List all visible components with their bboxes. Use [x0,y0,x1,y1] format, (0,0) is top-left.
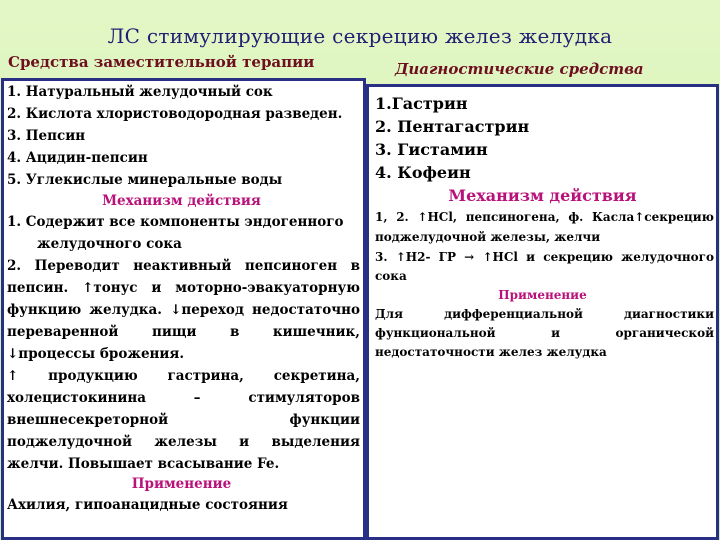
left-item-5: 5. Углекислые минеральные воды [7,172,283,188]
left-item-2: 2. Кислота хлористоводородная разведен. [7,106,343,122]
left-item-1: 1. Натуральный желудочный сок [7,84,273,100]
right-item-1: 1.Гастрин [375,94,468,113]
page-title: ЛС стимулирующие секрецию желез желудка [107,24,613,48]
left-mechanism-line: желудочного сока [37,236,182,252]
right-item-3: 3. Гистамин [375,140,488,159]
left-panel [1,78,366,540]
left-item-4: 4. Ацидин-пепсин [7,150,148,166]
left-mechanism-line: функцию желудка. ↓переход недостаточно [7,302,360,318]
left-mechanism-line: ↑ продукцию гастрина, секретина, [7,368,360,384]
left-mechanism-line: внешнесекреторной функции [7,412,360,428]
right-column-header: Диагностические средства [395,60,644,78]
left-mechanism-line: переваренной пищи в кишечник, [7,324,360,340]
right-mechanism-line: поджелудочной железы, желчи [375,230,601,244]
left-mechanism-line: желчи. Повышает всасывание Fe. [7,456,280,472]
right-item-2: 2. Пентагастрин [375,117,530,136]
right-application-title: Применение [498,288,587,302]
right-mechanism-line: сока [375,269,407,283]
right-application-line: недостаточности желез желудка [375,345,607,359]
left-mechanism-line: холецистокинина – стимуляторов [7,390,360,406]
left-mechanism-line: ↓процессы брожения. [7,346,185,362]
left-mechanism-line: 1. Содержит все компоненты эндогенного [7,214,344,230]
right-mechanism-title: Механизм действия [448,186,637,205]
right-item-4: 4. Кофеин [375,163,471,182]
left-column-header: Средства заместительной терапии [8,53,315,71]
left-application-text: Ахилия, гипоанацидные состояния [7,497,288,513]
left-mechanism-line: 2. Переводит неактивный пепсиноген в [7,258,360,274]
right-application-line: Для дифференциальной диагностики [375,307,714,321]
right-mechanism-line: 3. ↑H2- ГР → ↑HCl и секрецию желудочного [375,250,714,264]
left-item-3: 3. Пепсин [7,128,86,144]
left-application-title: Применение [131,476,232,492]
left-mechanism-line: поджелудочной железы и выделения [7,434,360,450]
left-mechanism-line: пепсин. ↑тонус и моторно-эвакуаторную [7,280,360,296]
right-mechanism-line: 1, 2. ↑HCl, пепсиногена, ф. Касла↑секрецию [375,210,714,224]
left-mechanism-title: Механизм действия [102,193,261,209]
right-application-line: функциональной и органической [375,326,714,340]
right-panel [366,84,719,540]
